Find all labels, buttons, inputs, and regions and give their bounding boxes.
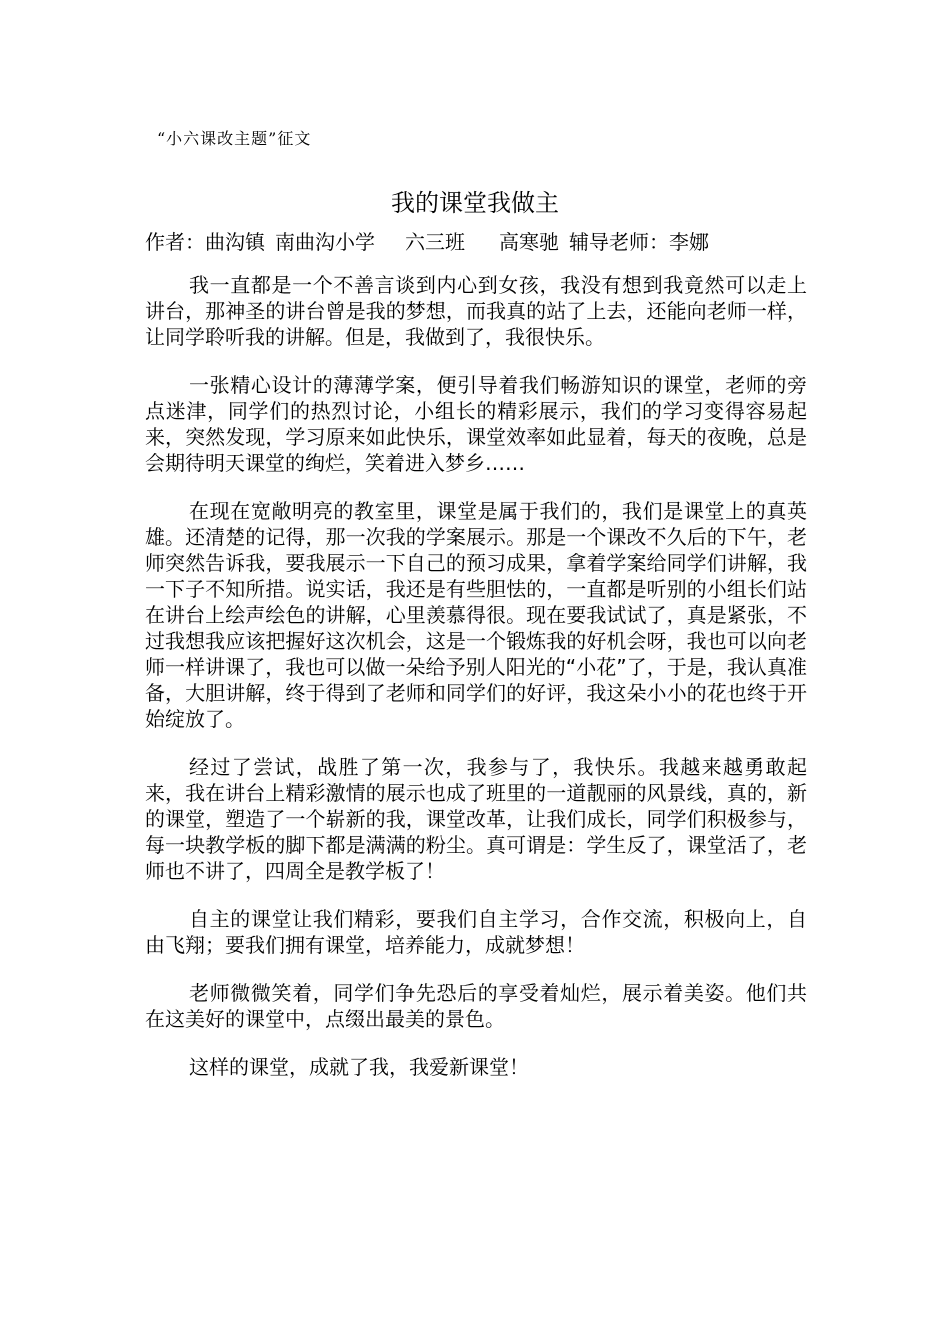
- student-name: 高寒驰: [499, 230, 559, 254]
- author-label: 作者：曲沟镇: [145, 230, 265, 254]
- essay-body: [145, 272, 807, 1102]
- paragraph: 自主的课堂让我们精彩，要我们自主学习，合作交流，积极向上，自由飞翔；要我们拥有课堂，培养能力，成就梦想！: [145, 907, 807, 957]
- paragraph: 在现在宽敞明亮的教室里，课堂是属于我们的，我们是课堂上的真英雄。还清楚的记得，那一次我的学案展示。那是一个课改不久后的下午，老师突然告诉我，要我展示一下自己的预习成果，拿着学案给同学们讲解，我一下子不知所措。说实话，我还是有些胆怯的，一直都是听别的小组长们站在讲台上绘声绘色的讲解，心里羡慕得很。现在要我试试了，真是紧张，不过我想我应该把握好这次机会，这是一个锻炼我的好机会呀，我也可以向老师一样讲课了，我也可以做一朵给予别人阳光的“小花”了，于是，我认真准备，大胆讲解，终于得到了老师和同学们的好评，我这朵小小的花也终于开始绽放了。: [145, 499, 807, 731]
- paragraph: 一张精心设计的薄薄学案，便引导着我们畅游知识的课堂，老师的旁点迷津，同学们的热烈讨论，小组长的精彩展示，我们的学习变得容易起来，突然发现，学习原来如此快乐，课堂效率如此显着，每天的夜晚，总是会期待明天课堂的绚烂，笑着进入梦乡……: [145, 373, 807, 475]
- school-name: 南曲沟小学: [275, 230, 375, 254]
- author-byline: [145, 226, 709, 255]
- paragraph: 我一直都是一个不善言谈到内心到女孩，我没有想到我竟然可以走上讲台，那神圣的讲台曾是我的梦想，而我真的站了上去，还能向老师一样，让同学聆听我的讲解。但是，我做到了，我很快乐。: [145, 273, 807, 349]
- paragraph: 这样的课堂，成就了我，我爱新课堂！: [189, 1055, 529, 1079]
- tutor-name: 辅导老师：李娜: [569, 230, 709, 254]
- paragraph: 老师微微笑着，同学们争先恐后的享受着灿烂，展示着美姿。他们共在这美好的课堂中，点缀出最美的景色。: [145, 981, 807, 1031]
- essay-category-label: “小六课改主题”征文: [157, 129, 312, 148]
- class-name: 六三班: [405, 230, 465, 254]
- paragraph: 经过了尝试，战胜了第一次，我参与了，我快乐。我越来越勇敢起来，我在讲台上精彩激情的展示也成了班里的一道靓丽的风景线，真的，新的课堂，塑造了一个崭新的我，课堂改革，让我们成长，同学们积极参与，每一块教学板的脚下都是满满的粉尘。真可谓是：学生反了，课堂活了，老师也不讲了，四周全是教学板了！: [145, 755, 807, 883]
- essay-title: 我的课堂我做主: [391, 189, 559, 217]
